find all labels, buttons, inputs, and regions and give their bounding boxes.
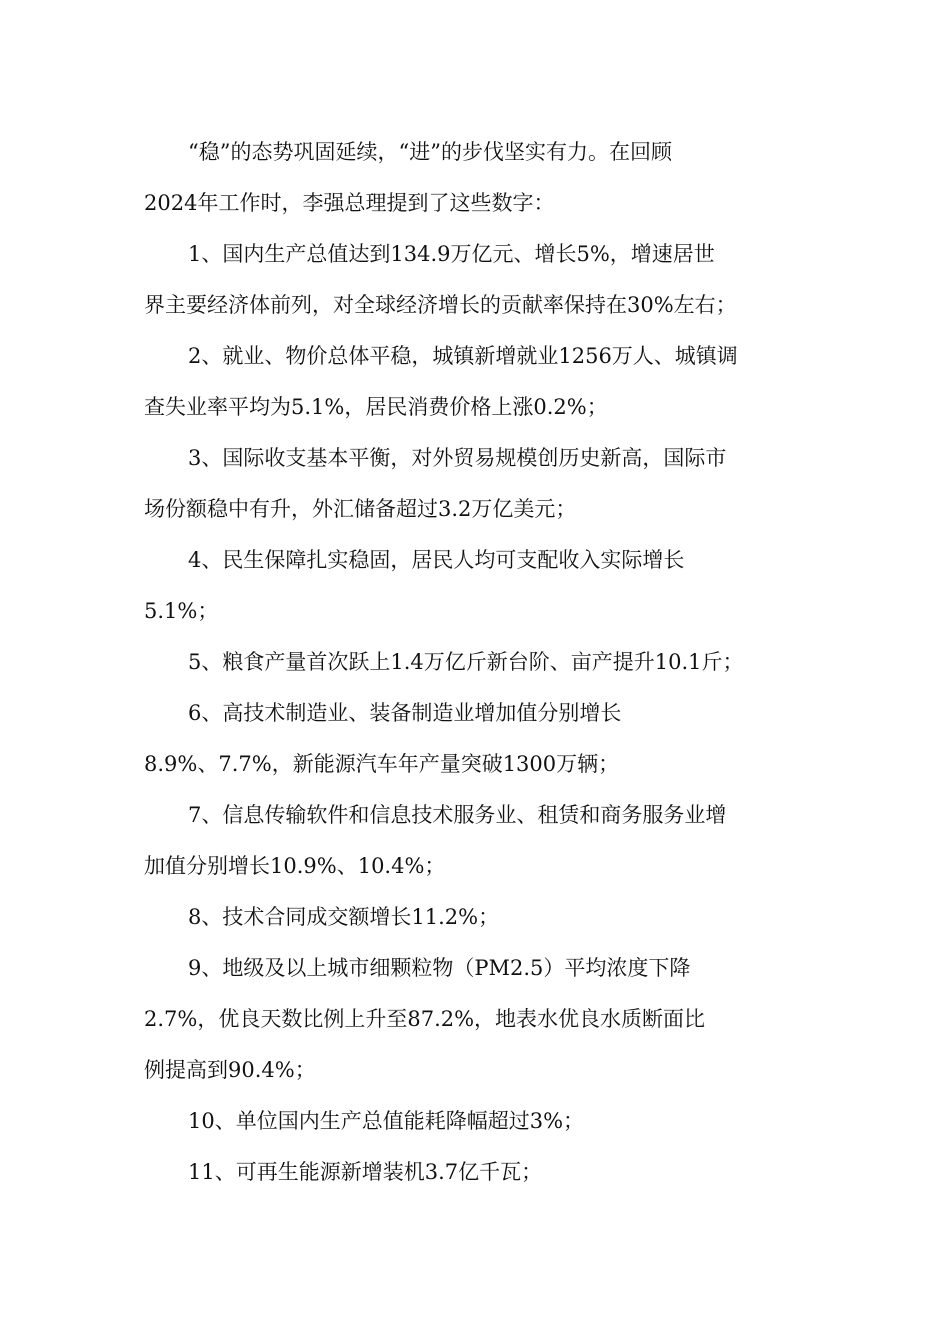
body-text (144, 132, 814, 1203)
list-item-line: 5.1%； (144, 599, 219, 623)
list-item-line: 场份额稳中有升，外汇储备超过3.2万亿美元； (144, 497, 577, 521)
paragraph-line: “稳”的态势巩固延续，“进”的步伐坚实有力。在回顾 (188, 140, 672, 164)
list-item-line: 6、高技术制造业、装备制造业增加值分别增长 (188, 701, 622, 725)
list-item-line: 7、信息传输软件和信息技术服务业、租赁和商务服务业增 (188, 803, 727, 827)
paragraph-line: 2024年工作时，李强总理提到了这些数字： (144, 191, 555, 215)
list-item-line: 界主要经济体前列，对全球经济增长的贡献率保持在30%左右； (144, 293, 737, 317)
list-item-line: 例提高到90.4%； (144, 1058, 316, 1082)
list-item-line: 3、国际收支基本平衡，对外贸易规模创历史新高，国际市 (188, 446, 727, 470)
list-item-line: 2、就业、物价总体平稳，城镇新增就业1256万人、城镇调 (188, 344, 738, 368)
list-item-line: 9、地级及以上城市细颗粒物（PM2.5）平均浓度下降 (188, 956, 691, 980)
list-item-line: 2.7%，优良天数比例上升至87.2%，地表水优良水质断面比 (144, 1007, 706, 1031)
list-item-line: 4、民生保障扎实稳固，居民人均可支配收入实际增长 (188, 548, 685, 572)
list-item-line: 11、可再生能源新增装机3.7亿千瓦； (188, 1160, 543, 1184)
list-item-line: 8.9%、7.7%，新能源汽车年产量突破1300万辆； (144, 752, 620, 776)
list-item-line: 5、粮食产量首次跃上1.4万亿斤新台阶、亩产提升10.1斤； (188, 650, 744, 674)
list-item-line: 8、技术合同成交额增长11.2%； (188, 905, 500, 929)
list-item-line: 查失业率平均为5.1%，居民消费价格上涨0.2%； (144, 395, 608, 419)
list-item-line: 10、单位国内生产总值能耗降幅超过3%； (188, 1109, 585, 1133)
list-item-line: 加值分别增长10.9%、10.4%； (144, 854, 446, 878)
list-item-line: 1、国内生产总值达到134.9万亿元、增长5%，增速居世 (188, 242, 715, 266)
